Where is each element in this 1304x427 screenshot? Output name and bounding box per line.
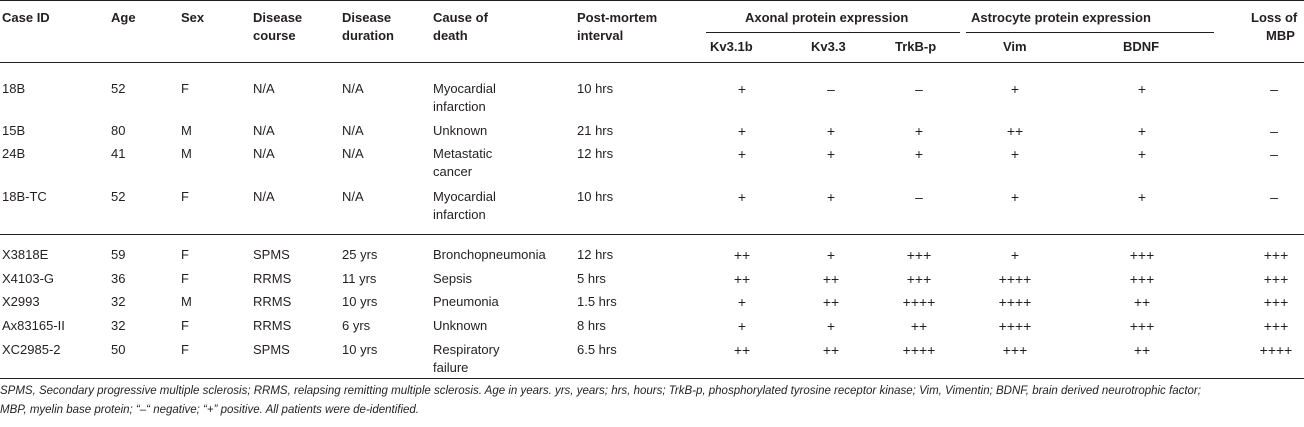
top-rule — [0, 0, 1304, 1]
group-separator-rule — [0, 234, 1304, 235]
cell-age: 32 — [111, 318, 126, 333]
cell-case-id: 24B — [2, 146, 26, 161]
header-bottom-rule — [0, 62, 1304, 63]
cell-trkb: +++ — [906, 247, 932, 263]
cell-duration: N/A — [342, 123, 364, 138]
cell-vim: + — [1010, 189, 1020, 205]
cell-mbp: – — [1270, 81, 1278, 97]
cell-sex: F — [181, 318, 189, 333]
table-footnote — [0, 382, 1300, 420]
cell-duration: 11 yrs — [342, 271, 377, 286]
header-cause-of-death-line1: Cause of — [433, 10, 488, 25]
astrocyte-group-rule — [966, 32, 1214, 33]
cell-kv33: ++ — [822, 271, 840, 287]
cell-vim: ++++ — [998, 318, 1032, 334]
cell-age: 36 — [111, 271, 126, 286]
cell-mbp: +++ — [1263, 318, 1289, 334]
cell-pmi: 12 hrs — [577, 247, 614, 262]
cell-course: N/A — [253, 189, 275, 204]
cell-course: N/A — [253, 81, 275, 96]
cell-kv31b: ++ — [733, 271, 751, 287]
cell-case-id: Ax83165-II — [2, 318, 65, 333]
footnote-line-2: MBP, myelin base protein; “–“ negative; “+” positive. All patients were de-identified. — [0, 404, 420, 416]
cell-course: RRMS — [253, 294, 292, 309]
cell-pmi: 6.5 hrs — [577, 342, 617, 357]
cell-cause-line1: Bronchopneumonia — [433, 247, 546, 262]
cell-cause-line1: Sepsis — [433, 271, 473, 286]
cell-case-id: X4103-G — [2, 271, 55, 286]
header-kv31b: Kv3.1b — [710, 39, 753, 54]
cell-cause-line1: Unknown — [433, 318, 488, 333]
cell-vim: ++++ — [998, 271, 1032, 287]
cell-age: 41 — [111, 146, 126, 161]
cell-age: 32 — [111, 294, 126, 309]
header-pmi-line2: interval — [577, 28, 624, 43]
cell-pmi: 1.5 hrs — [577, 294, 617, 309]
cell-course: SPMS — [253, 247, 290, 262]
cell-mbp: – — [1270, 146, 1278, 162]
header-disease-duration-line2: duration — [342, 28, 394, 43]
cell-kv31b: ++ — [733, 247, 751, 263]
cell-kv31b: + — [737, 189, 747, 205]
cell-bdnf: ++ — [1133, 294, 1151, 310]
cell-bdnf: + — [1137, 81, 1147, 97]
cell-trkb: – — [915, 81, 923, 97]
cell-vim: ++++ — [998, 294, 1032, 310]
cell-pmi: 10 hrs — [577, 81, 614, 96]
cell-age: 80 — [111, 123, 126, 138]
cell-bdnf: +++ — [1129, 318, 1155, 334]
header-disease-duration-line1: Disease — [342, 10, 392, 25]
cell-duration: 6 yrs — [342, 318, 371, 333]
cell-cause-line1: Pneumonia — [433, 294, 499, 309]
cell-pmi: 5 hrs — [577, 271, 606, 286]
cell-kv33: + — [826, 318, 836, 334]
cell-pmi: 21 hrs — [577, 123, 614, 138]
cell-mbp: – — [1270, 189, 1278, 205]
cell-trkb: + — [914, 123, 924, 139]
cell-case-id: 18B-TC — [2, 189, 47, 204]
cell-kv33: + — [826, 146, 836, 162]
cell-kv31b: + — [737, 318, 747, 334]
axonal-group-rule — [706, 32, 960, 33]
cell-course: RRMS — [253, 271, 292, 286]
cell-mbp: – — [1270, 123, 1278, 139]
cell-mbp: +++ — [1263, 294, 1289, 310]
cell-vim: + — [1010, 81, 1020, 97]
header-loss-mbp-line2: MBP — [1266, 28, 1295, 43]
cell-case-id: X3818E — [2, 247, 49, 262]
table-bottom-rule — [0, 378, 1304, 379]
cell-sex: M — [181, 146, 192, 161]
cell-sex: M — [181, 123, 192, 138]
cell-kv33: + — [826, 189, 836, 205]
cell-age: 52 — [111, 81, 126, 96]
cell-trkb: ++++ — [902, 342, 936, 358]
cell-sex: F — [181, 81, 189, 96]
cell-course: SPMS — [253, 342, 290, 357]
cell-kv31b: ++ — [733, 342, 751, 358]
cell-kv31b: + — [737, 123, 747, 139]
cell-kv33: + — [826, 123, 836, 139]
header-cause-of-death-line2: death — [433, 28, 468, 43]
cell-cause-line1: Myocardial — [433, 189, 496, 204]
cell-kv31b: + — [737, 294, 747, 310]
cell-cause-line2: infarction — [433, 99, 486, 114]
cell-case-id: 15B — [2, 123, 26, 138]
cell-case-id: XC2985-2 — [2, 342, 61, 357]
cell-sex: F — [181, 342, 189, 357]
header-disease-course-line1: Disease — [253, 10, 303, 25]
cell-sex: F — [181, 271, 189, 286]
cell-age: 52 — [111, 189, 126, 204]
cell-trkb: +++ — [906, 271, 932, 287]
cell-kv33: ++ — [822, 294, 840, 310]
cell-cause-line2: failure — [433, 360, 469, 375]
cell-cause-line1: Respiratory — [433, 342, 500, 357]
cell-case-id: 18B — [2, 81, 26, 96]
cell-kv31b: + — [737, 146, 747, 162]
cell-bdnf: ++ — [1133, 342, 1151, 358]
cell-sex: F — [181, 189, 189, 204]
cell-kv33: – — [827, 81, 835, 97]
cell-bdnf: + — [1137, 146, 1147, 162]
cell-cause-line2: cancer — [433, 164, 473, 179]
cell-trkb: – — [915, 189, 923, 205]
cell-vim: + — [1010, 247, 1020, 263]
footnote-line-1: SPMS, Secondary progressive multiple sclerosis; RRMS, relapsing remitting multiple sclerosis. Age in years. yrs, years; hrs, hours; TrkB-p, phosphorylated tyrosine receptor kinase; Vim, Vimentin; BDNF, brain derived neurotrophic factor; — [0, 385, 1201, 397]
header-loss-mbp-line1: Loss of — [1251, 10, 1298, 25]
cell-trkb: ++++ — [902, 294, 936, 310]
cell-pmi: 12 hrs — [577, 146, 614, 161]
cell-vim: +++ — [1002, 342, 1028, 358]
cell-vim: ++ — [1006, 123, 1024, 139]
header-trkb: TrkB-p — [895, 39, 937, 54]
header-vim: Vim — [1003, 39, 1027, 54]
cell-mbp: +++ — [1263, 271, 1289, 287]
header-kv33: Kv3.3 — [811, 39, 846, 54]
cell-pmi: 8 hrs — [577, 318, 606, 333]
cell-bdnf: +++ — [1129, 271, 1155, 287]
header-astrocyte-group: Astrocyte protein expression — [971, 10, 1151, 25]
cell-bdnf: +++ — [1129, 247, 1155, 263]
cell-duration: 10 yrs — [342, 294, 378, 309]
cell-trkb: + — [914, 146, 924, 162]
cell-cause-line2: infarction — [433, 207, 486, 222]
cell-bdnf: + — [1137, 123, 1147, 139]
cell-duration: N/A — [342, 146, 364, 161]
cell-duration: N/A — [342, 189, 364, 204]
cell-pmi: 10 hrs — [577, 189, 614, 204]
cell-cause-line1: Metastatic — [433, 146, 493, 161]
cell-duration: N/A — [342, 81, 364, 96]
cell-mbp: +++ — [1263, 247, 1289, 263]
header-pmi-line1: Post-mortem — [577, 10, 658, 25]
cell-sex: M — [181, 294, 192, 309]
cell-mbp: ++++ — [1259, 342, 1293, 358]
header-sex: Sex — [181, 10, 205, 25]
cell-cause-line1: Myocardial — [433, 81, 496, 96]
cell-age: 50 — [111, 342, 126, 357]
header-disease-course-line2: course — [253, 28, 296, 43]
cell-course: N/A — [253, 146, 275, 161]
cell-trkb: ++ — [910, 318, 928, 334]
cell-kv31b: + — [737, 81, 747, 97]
header-case-id: Case ID — [2, 10, 50, 25]
cell-age: 59 — [111, 247, 126, 262]
header-axonal-group: Axonal protein expression — [745, 10, 909, 25]
cell-course: RRMS — [253, 318, 292, 333]
cell-sex: F — [181, 247, 189, 262]
header-age: Age — [111, 10, 136, 25]
cell-duration: 10 yrs — [342, 342, 378, 357]
cell-kv33: ++ — [822, 342, 840, 358]
cell-bdnf: + — [1137, 189, 1147, 205]
cell-vim: + — [1010, 146, 1020, 162]
cell-duration: 25 yrs — [342, 247, 378, 262]
cell-case-id: X2993 — [2, 294, 40, 309]
cell-cause-line1: Unknown — [433, 123, 488, 138]
cell-course: N/A — [253, 123, 275, 138]
cell-kv33: + — [826, 247, 836, 263]
header-bdnf: BDNF — [1123, 39, 1160, 54]
